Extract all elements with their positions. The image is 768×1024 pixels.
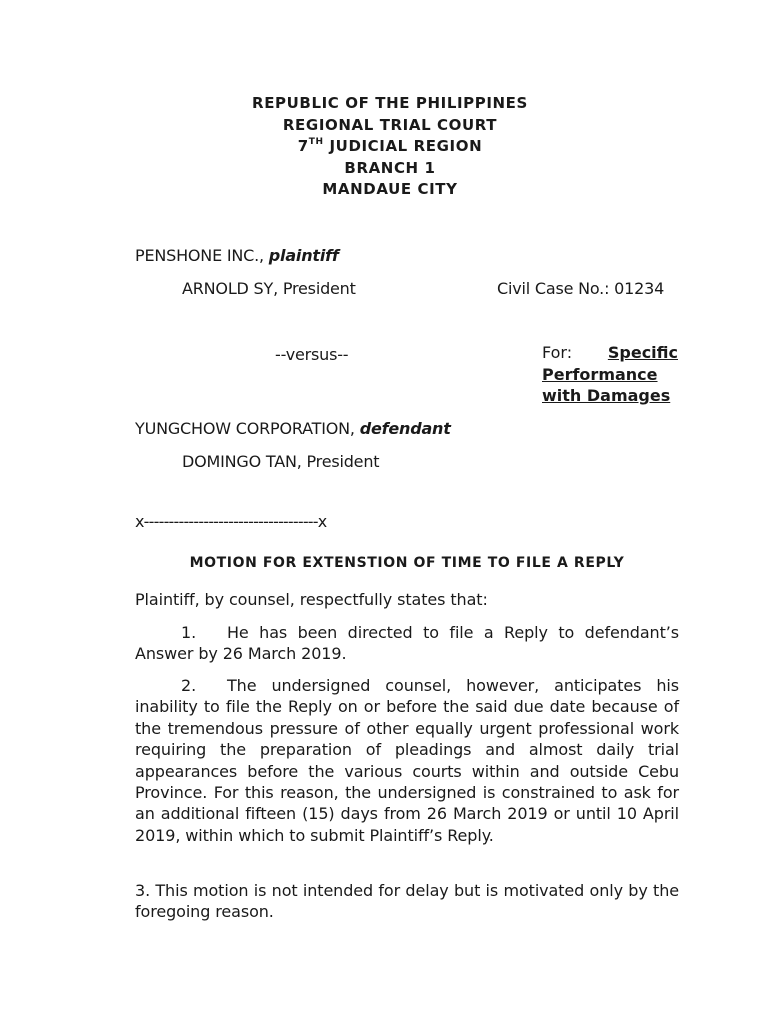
paragraph-3: 3. This motion is not intended for delay but is motivated only by the foregoing reason. [135, 881, 679, 922]
caption-branch: BRANCH 1 [344, 158, 436, 177]
paragraph-2-number: 2. [181, 676, 197, 695]
nature-line-1: Specific [607, 343, 678, 362]
plaintiff-line [135, 246, 339, 265]
caption-region-suffix: TH [308, 137, 324, 148]
caption-region [200, 136, 580, 158]
caption-city: MANDAUE CITY [322, 180, 458, 199]
paragraph-2-text: The undersigned counsel, however, anticipates his inability to file the Reply on or before the said due date because of the tremendous pressure of other equally urgent professional work requiring the preparation of pleadings and almost daily trial appearances before the various courts within and outside Cebu Province. For this reason, the undersigned is constrained to ask for an additional fifteen (15) days from 26 March 2019 or until 10 April 2019, within which to submit Plaintiff’s Reply. [135, 676, 679, 845]
case-nature-row [542, 342, 678, 364]
defendant-role: defendant [359, 419, 451, 438]
case-number: Civil Case No.: 01234 [497, 279, 665, 298]
case-nature [542, 342, 678, 407]
caption-region-number: 7 [297, 137, 309, 156]
motion-title: MOTION FOR EXTENSTION OF TIME TO FILE A REPLY [189, 555, 625, 571]
paragraph-1-text: He has been directed to file a Reply to defendant’s Answer by 26 March 2019. [135, 623, 679, 664]
paragraph-1-number: 1. [181, 623, 197, 642]
defendant-name: YUNGCHOW CORPORATION, [135, 419, 355, 438]
versus-label: --versus-- [275, 345, 349, 364]
caption-separator: x-----------------------------------x [135, 512, 327, 531]
defendant-line [135, 419, 451, 438]
motion-intro: Plaintiff, by counsel, respectfully states that: [135, 590, 488, 609]
plaintiff-name: PENSHONE INC., [135, 246, 264, 265]
caption-republic: REPUBLIC OF THE PHILIPPINES [252, 94, 528, 112]
nature-line-3: with Damages [542, 386, 671, 405]
caption-region-text: JUDICIAL REGION [323, 137, 483, 156]
plaintiff-role: plaintiff [268, 246, 339, 265]
for-label: For: [542, 343, 573, 362]
plaintiff-representative: ARNOLD SY, President [182, 279, 356, 298]
defendant-representative: DOMINGO TAN, President [182, 452, 380, 471]
court-caption [200, 93, 580, 201]
paragraph-1 [135, 622, 679, 665]
nature-line-2: Performance [542, 364, 658, 384]
caption-court: REGIONAL TRIAL COURT [282, 115, 498, 134]
paragraph-2 [135, 675, 679, 846]
